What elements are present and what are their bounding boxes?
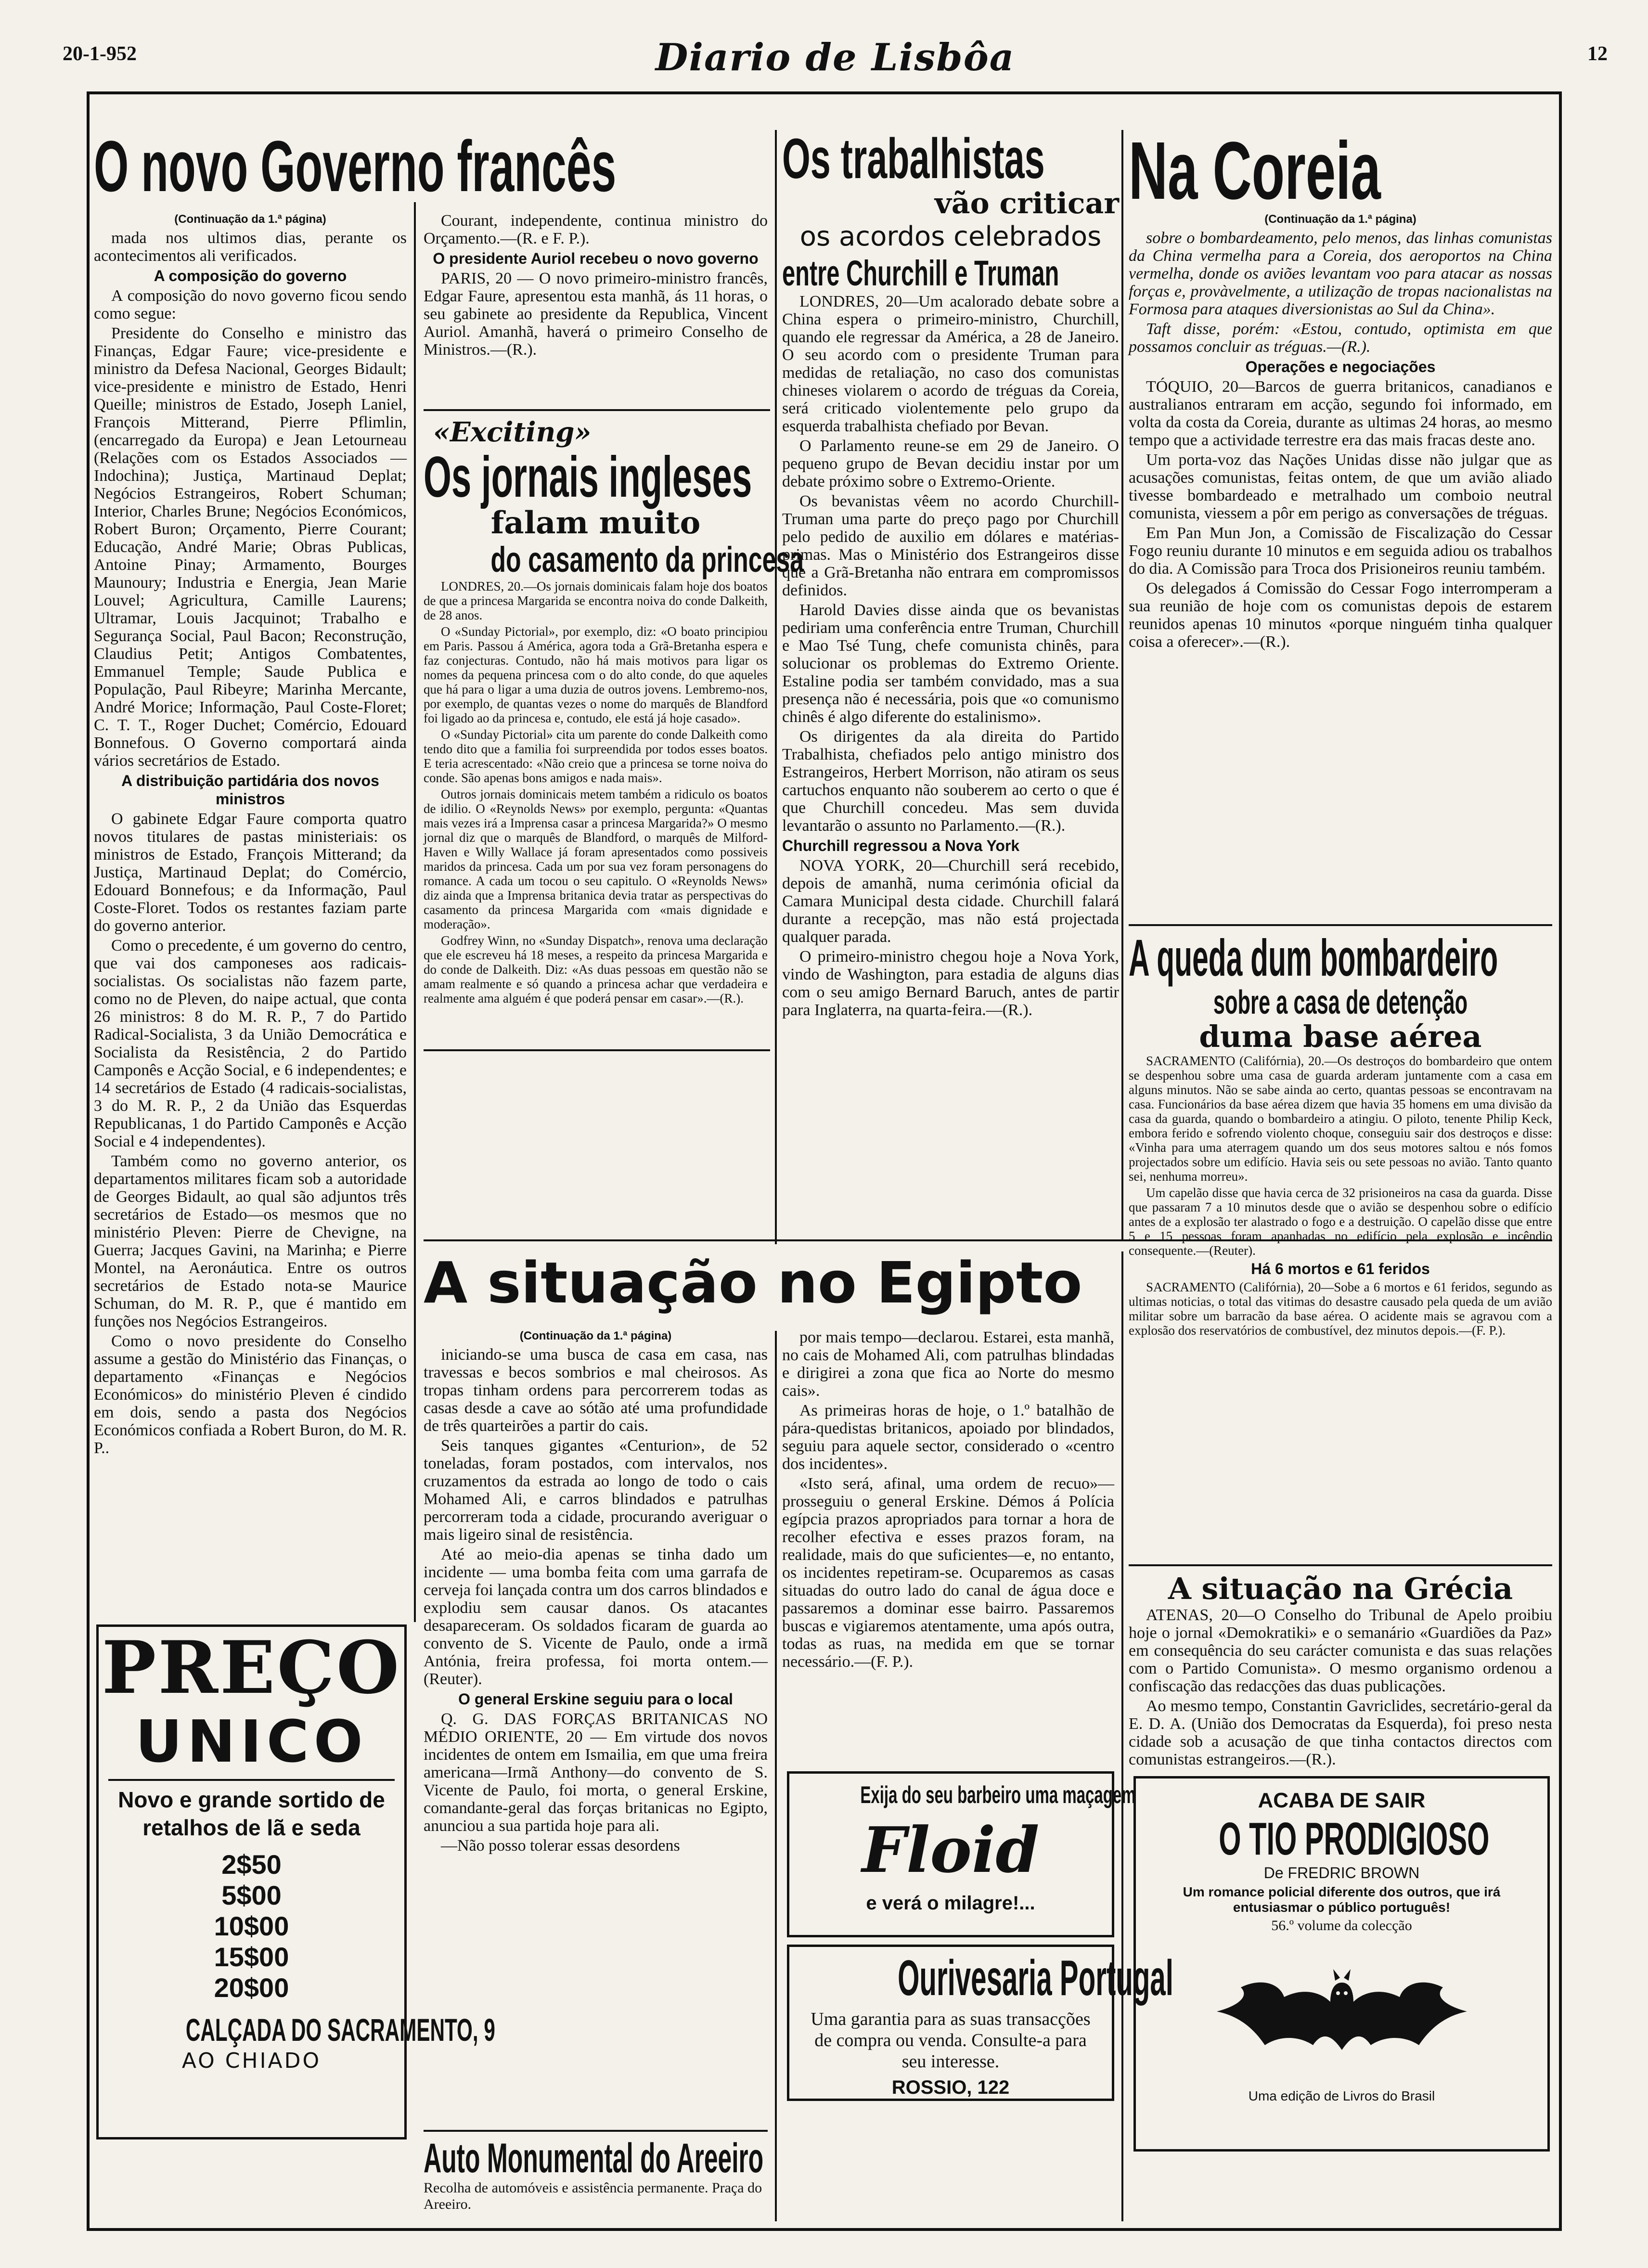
ad-title-box bbox=[1136, 1815, 1547, 1863]
subheading: O general Erskine seguiu para o local bbox=[458, 1690, 733, 1708]
ad-address: ROSSIO, 122 bbox=[891, 2077, 1010, 2098]
paragraph: Ao mesmo tempo, Constantin Gavriclides, secretário-geral da E. D. A. (União dos Democratas da Esquerda), foi preso nesta cidade sob a acusação de que tinha contactos directos com comunistas estrangeiros.—(R.). bbox=[1129, 1697, 1552, 1768]
article-body bbox=[424, 579, 768, 1051]
continuation-note: (Continuação da 1.ª página) bbox=[519, 1329, 672, 1342]
paragraph: Os bevanistas vêem no acordo Churchill-Truman uma parte do preço pago por Churchill pelo pedido de auxilio em dólares e matérias-primas. Mas o Ministério dos Estrangeiros disse que a Grã-Bretanha não entrara em compromissos definidos. bbox=[782, 492, 1119, 599]
ad-title: UNICO bbox=[135, 1709, 368, 1776]
column-rule bbox=[1121, 130, 1123, 1239]
headline-box bbox=[424, 445, 768, 509]
page-number: 12 bbox=[1587, 43, 1608, 65]
deck-box bbox=[1129, 984, 1552, 1020]
article-body bbox=[1129, 1606, 1552, 1768]
paragraph: por mais tempo—declarou. Estarei, esta manhã, no cais de Mohamed Ali, com patrulhas blindadas e dirigirei a zona que fica ao Norte do mesmo cais». bbox=[782, 1328, 1114, 1400]
headline-governo bbox=[94, 126, 772, 206]
ad-text: 56.º volume da colecção bbox=[1271, 1918, 1412, 1933]
deck: do casamento da princesa bbox=[490, 540, 804, 580]
paragraph: Em Pan Mun Jon, a Comissão de Fiscalização do Cessar Fogo reuniu durante 10 minutos e em seguida adiou os trabalhos do dia. A Comissão para Troca dos Prisioneiros reuniu também. bbox=[1129, 524, 1552, 578]
article-egipto-col2 bbox=[782, 1328, 1114, 1762]
paragraph: O gabinete Edgar Faure comporta quatro novos titulares de pastas ministeriais: os ministros de Estado, François Mitterand; da Justiça, Martinaud Deplat; do Comércio, Edouard Bonnefous; e da Informação, Paul Coste-Floret. Todos os restantes faziam parte do governo anterior. bbox=[94, 810, 407, 935]
headline-box bbox=[782, 127, 1119, 191]
subheading: O presidente Auriol recebeu o novo governo bbox=[433, 250, 759, 267]
price: 10$00 bbox=[214, 1911, 289, 1941]
ad-text: Exija do seu barbeiro uma maçagem bbox=[860, 1781, 1136, 1808]
paragraph: Um porta-voz das Nações Unidas disse não julgar que as acusações comunistas, feitas ontem, de que um avião aliado tivesse bombardeado e metralhado um comboio neutral comunista, viessem a pôr em perigo as conversações de tréguas. bbox=[1129, 451, 1552, 522]
paragraph: Os dirigentes da ala direita do Partido Trabalhista, chefiados pelo antigo ministro dos Estrangeiros, Herbert Morrison, não atiram os seus cartuchos enquanto não souberem ao certo o que é que Churchill concedeu. Mas sem duvida levantarão o assunto no Parlamento.—(R.). bbox=[782, 728, 1119, 835]
ad-livro bbox=[1133, 1776, 1550, 2152]
ad-title: PREÇO bbox=[102, 1625, 401, 1710]
paragraph: Como o novo presidente do Conselho assume a gestão do Ministério das Finanças, o departamento «Finanças e Negócios Económicos» do ministério Pleven é cindido em dois, sendo a pasta dos Negócios Económicos confiada a Robert Buron, do M. R. P.. bbox=[94, 1332, 407, 1457]
ad-title-box bbox=[424, 2137, 768, 2180]
deck: os acordos celebrados bbox=[799, 221, 1102, 252]
ad-title: O TIO PRODIGIOSO bbox=[1219, 1813, 1490, 1865]
paragraph: PARIS, 20 — O novo primeiro-ministro francês, Edgar Faure, apresentou esta manhã, ás 11 horas, o seu gabinete ao presidente da Republica, Vincent Auriol. Amanhã, haverá o primeiro Conselho de Ministros.—(R.). bbox=[424, 270, 768, 359]
ad-top-box bbox=[789, 1780, 1136, 1809]
paragraph: O «Sunday Pictorial», por exemplo, diz: «O boato principiou em Paris. Passou á América, agora toda a Grã-Bretanha espera e faz conjecturas. Contudo, não há mais motivos para ligar os nomes da pequena princesa com o do alto conde, do que aqueles que há para o ligar a uma duzia de outros jovens. Lembremo-nos, por exemplo, de quantas vezes o nome do marquês de Blandford foi ligado ao da princesa e, contudo, ele está já hoje casado». bbox=[424, 624, 768, 725]
article-grecia bbox=[1129, 1571, 1552, 1768]
section-rule bbox=[1129, 924, 1552, 926]
section-rule bbox=[1129, 1564, 1552, 1566]
issue-date: 20-1-952 bbox=[63, 43, 137, 65]
headline-text: A situação na Grécia bbox=[1168, 1571, 1513, 1606]
ad-brand: Floid bbox=[862, 1813, 1040, 1887]
paragraph: —Não posso tolerar essas desordens bbox=[441, 1837, 680, 1855]
ad-text: Recolha de automóveis e assistência permanente. Praça do Areeiro. bbox=[424, 2180, 762, 2212]
article-governo-col1 bbox=[94, 212, 407, 1584]
paragraph: O primeiro-ministro chegou hoje a Nova York, vindo de Washington, para estadia de alguns dias com o seu amigo Bernard Baruch, antes de partir para Inglaterra, na quarta-feira.—(R.). bbox=[782, 948, 1119, 1019]
ad-title: Ourivesaria Portugal bbox=[898, 1950, 1173, 2006]
paragraph: sobre o bombardeamento, pelo menos, das linhas comunistas da China vermelha para a Coreia, dos aeroportos na China vermelha, donde os aviões levantam voo para atacar as nossas forças e, provàvelmente, a utilização de tropas nacionalistas na Formosa para ataques diversionistas ao Sul da China». bbox=[1129, 229, 1552, 318]
paragraph: ATENAS, 20—O Conselho do Tribunal de Apelo proibiu hoje o jornal «Demokratiki» e o semanário «Guardiões da Paz» em consequência do seu carácter comunista e das suas relações com o Partido Comunista». O mesmo organismo ordenou a confiscação das redacções das duas publicações. bbox=[1129, 1606, 1552, 1695]
subheading: Há 6 mortos e 61 feridos bbox=[1251, 1260, 1430, 1277]
newspaper-title: Diario de Lisbôa bbox=[655, 36, 1015, 79]
ad-text: e verá o milagre!... bbox=[866, 1893, 1035, 1914]
continuation-note: (Continuação da 1.ª página) bbox=[1264, 213, 1416, 226]
paragraph: Seis tanques gigantes «Centurion», de 52 toneladas, foram postados, com intervalos, nos cruzamentos da estrada ao longo de todo o cais Mohamed Ali, e carros blindados e patrulhas percorreram toda a cidade, procurando averiguar o mais ligeiro sinal de resistência. bbox=[424, 1437, 768, 1544]
column-rule bbox=[775, 1331, 777, 2221]
kicker: «Exciting» bbox=[433, 416, 592, 448]
headline-text: A situação no Egipto bbox=[424, 1250, 1082, 1316]
paragraph: SACRAMENTO (Califórnia), 20.—Os destroços do bombardeiro que ontem se despenhou sobre uma casa de guarda arderam juntamente com a casa em alguns minutos. Não se sabe ainda ao certo, quantas pessoas se encontravam na casa. Funcionários da base aérea dizem que havia 35 homens em uma divisão da casa da guarda, quando o bombardeiro a atingiu. O piloto, tenente Philip Keck, embora ferido e sofrendo violento choque, conseguiu sair dos destroços e disse: «Vinha para uma aterragem quando um dos seus motores saltou e nós fomos projectados sobre um edifício. Havia seis ou sete pessoas no avião. Tanto quanto sei, nenhuma morreu». bbox=[1129, 1054, 1552, 1184]
ad-kicker: ACABA DE SAIR bbox=[1258, 1789, 1426, 1812]
ad-text: Novo e grande sortido de retalhos de lã e seda bbox=[118, 1787, 385, 1840]
deck-box bbox=[424, 540, 804, 580]
paragraph: mada nos ultimos dias, perante os acontecimentos ali verificados. bbox=[94, 229, 407, 265]
price-list bbox=[99, 1849, 404, 2003]
deck: duma base aérea bbox=[1199, 1019, 1482, 1054]
article-exciting bbox=[424, 416, 804, 1042]
paragraph: Taft disse, porém: «Estou, contudo, optimista em que possamos concluir as tréguas.—(R.). bbox=[1129, 320, 1552, 356]
subheading: A distribuição partidária dos novos ministros bbox=[121, 772, 379, 808]
deck: sobre a casa de detenção bbox=[1213, 983, 1468, 1021]
ad-address: CALÇADA DO SACRAMENTO, 9 bbox=[185, 2012, 495, 2048]
paragraph: Godfrey Winn, no «Sunday Dispatch», renova uma declaração que ele escreveu há 18 meses, a respeito da princesa Margarida e do conde de Dalkeith. Diz: «As duas pessoas em questão não se amam realmente e só quando a princesa achar que verdadeira e realmente ama alguém é que poderá pensar em casar».—(R.). bbox=[424, 933, 768, 1005]
article-body bbox=[1129, 229, 1552, 922]
paragraph: iniciando-se uma busca de casa em casa, nas travessas e becos sombrios e mal cheirosos. As tropas tinham ordens para percorrerem todas as casas desde a cave ao sótão até uma profundidade de três quarteirões a partir do cais. bbox=[424, 1346, 768, 1435]
bat-illustration-icon bbox=[1207, 1939, 1477, 2084]
paragraph: Q. G. DAS FORÇAS BRITANICAS NO MÉDIO ORIENTE, 20 — Em virtude dos novos incidentes de ontem em Ismailia, em que uma freira americana—Irmã Anthony—do convento de S. Vicente de Paulo, foi morta, o general Erskine, comandante-geral das forças britanicas no Egipto, anunciou a sua partida hoje para ali. bbox=[424, 1710, 768, 1835]
masthead bbox=[63, 36, 1608, 79]
continuation-note: (Continuação da 1.ª página) bbox=[174, 213, 326, 226]
headline-text: Os jornais ingleses bbox=[424, 445, 752, 509]
headline-text: O novo Governo francês bbox=[94, 126, 617, 206]
article-coreia bbox=[1129, 125, 1552, 919]
subheading: Operações e negociações bbox=[1245, 358, 1436, 375]
column-rule bbox=[1121, 1251, 1123, 2221]
paragraph: Um capelão disse que havia cerca de 32 prisioneiros na casa da guarda. Disse que passaram 7 a 10 minutos desde que o avião se despenhou sobre o edifício antes de a explosão ter alastrado o fogo e a destruição. O capelão disse que entre 5 e 15 pessoas foram apanhadas no edifício pela explosão e incêndio consequente.—(Reuter). bbox=[1129, 1186, 1552, 1258]
section-rule bbox=[424, 409, 770, 411]
ad-area: AO CHIADO bbox=[181, 2049, 322, 2073]
paragraph: Como o precedente, é um governo do centro, que vai dos camponeses aos radicais-socialistas. Os socialistas não fazem parte, como no de Pleven, do naipe actual, que conta 26 ministros: 8 do M. R. P., 7 do Partido Radical-Socialista, 3 da União Democrática e Socialista da Resistência, 2 do Partido Camponês e Acção Social, e 6 independentes; e 14 secretários de Estado (4 radicais-socialistas, 3 do M. R. P., 2 da União das Esquerdas Republicanas, 1 do Partido Camponês e Acção Social e 4 independentes). bbox=[94, 937, 407, 1150]
price: 2$50 bbox=[221, 1849, 282, 1880]
column-rule bbox=[775, 130, 777, 1244]
column-rule bbox=[414, 202, 416, 1622]
paragraph: O Parlamento reune-se em 29 de Janeiro. O pequeno grupo de Bevan decidiu instar por um debate próximo sobre o Extremo-Oriente. bbox=[782, 437, 1119, 490]
paragraph: SACRAMENTO (Califórnia), 20—Sobe a 6 mortos e 61 feridos, segundo as ultimas noticias, o total das vitimas do desastre causado pela queda de um avião militar sobre um barracão da base aérea. O acidente mais se agravou com a explosão dos reservatórios de combustível, dez minutos depois.—(F. P.). bbox=[1129, 1280, 1552, 1338]
paragraph: Harold Davies disse ainda que os bevanistas pediriam uma conferência entre Truman, Churchill e Mao Tsé Tung, chefe comunista chinês, para solucionar os problemas do Extremo Oriente. Estaline podia ser também convidado, mas a sua presença não é necessária, pois que «o comunismo chinês é algo diferente do estalinismo». bbox=[782, 601, 1119, 726]
ad-title-box bbox=[789, 1950, 1173, 2006]
paragraph: NOVA YORK, 20—Churchill será recebido, depois de amanhã, numa cerimónia oficial da Camara Municipal desta cidade. Churchill falará durante a recepção, mas não está projectada qualquer parada. bbox=[782, 857, 1119, 946]
article-trabalhistas bbox=[782, 127, 1119, 1237]
subheading: Churchill regressou a Nova York bbox=[782, 837, 1020, 854]
ad-divider bbox=[108, 1779, 395, 1781]
deck: falam muito bbox=[490, 505, 701, 541]
article-body bbox=[1129, 1054, 1552, 1554]
deck-box bbox=[782, 254, 1119, 293]
paragraph: Até ao meio-dia apenas se tinha dado um incidente — uma bomba feita com uma garrafa de cerveja foi lançada contra um dos carros blindados e explodiu sem causar danos. Os atacantes desapareceram. Os soldados ficaram de guarda ao convento de S. Vicente de Paulo, onde a irmã Antónia, freira professa, foi morta ontem.—(Reuter). bbox=[424, 1546, 768, 1688]
ad-address-box bbox=[99, 2012, 495, 2048]
ad-auto-monumental bbox=[424, 2130, 768, 2223]
paragraph: «Isto será, afinal, uma ordem de recuo»—prosseguiu o general Erskine. Démos á Polícia egípcia prazos apropriados para tornar a hora de recolher efectiva e esses prazos foram, na realidade, mais do que suficientes—e, no entanto, os incidentes repetiram-se. Ocuparemos as casas situadas do outro lado do canal de água doce e passaremos a dominar esse bairro. Passaremos buscas e vigiaremos atentamente, uma após outra, todas as ruas, na medida em que se tornar necessário.—(F. P.). bbox=[782, 1475, 1114, 1671]
headline-box bbox=[1129, 928, 1552, 987]
price: 5$00 bbox=[221, 1880, 282, 1910]
paragraph: LONDRES, 20.—Os jornais dominicais falam hoje dos boatos de que a princesa Margarida se encontra noiva do conde Dalkeith, de 28 anos. bbox=[424, 579, 768, 622]
ad-ourivesaria bbox=[787, 1945, 1173, 2101]
paragraph: Courant, independente, continua ministro do Orçamento.—(R. e F. P.). bbox=[424, 212, 768, 247]
paragraph: Outros jornais dominicais metem também a ridiculo os boatos de idilio. O «Reynolds News» por exemplo, pergunta: «Quantas mais vezes irá a Imprensa casar a princesa Margarida?» O mesmo jornal diz que o marquês de Blandford, o marquês de Milford-Haven e Willy Wallace já foram apresentados como possiveis maridos da princesa. Cada um por sua vez foram personagens do romance. A cada um tocou o seu capitulo. O «Reynolds News» diz ainda que a Imprensa britanica devia tratar as perspectivas do casamento da princesa Margarida com «mais dignidade e moderação». bbox=[424, 787, 768, 931]
ad-preco-unico bbox=[96, 1624, 495, 2139]
ad-floid bbox=[787, 1771, 1136, 1937]
headline-text: Na Coreia bbox=[1129, 125, 1381, 217]
deck: vão criticar bbox=[934, 187, 1119, 220]
paragraph: LONDRES, 20—Um acalorado debate sobre a China espera o primeiro-ministro, Churchill, quando ele regressar da América, a 28 de Janeiro. O seu acordo com o presidente Truman para medidas de retaliação, no caso dos comunistas chineses violarem o acordo de tréguas da Coreia, será criticado violentemente pelo grupo da esquerda trabalhista chefiado por Bevan. bbox=[782, 293, 1119, 435]
headline-text: A queda dum bombardeiro bbox=[1129, 928, 1498, 987]
ad-title: Auto Monumental do Areeiro bbox=[424, 2135, 764, 2181]
paragraph: O «Sunday Pictorial» cita um parente do conde Dalkeith como tendo dito que a familia foi surpreendida por todos esses boatos. E teria acrescentado: «Não creio que a princesa se torne noiva do conde. São apenas bons amigos e nada mais». bbox=[424, 727, 768, 785]
headline-egipto bbox=[424, 1249, 1117, 1316]
paragraph: As primeiras horas de hoje, o 1.º batalhão de pára-quedistas britanicos, apoiado por blindados, seguiu para aquele sector, considerado o «centro dos incidentes». bbox=[782, 1402, 1114, 1473]
article-body bbox=[782, 293, 1119, 1231]
paragraph: Os delegados á Comissão do Cessar Fogo interromperam a sua reunião de hoje com os comunistas depois de estarem reunidos apenas 10 minutos «porque ninguém tinha qualquer coisa a oferecer».—(R.). bbox=[1129, 580, 1552, 651]
price: 20$00 bbox=[214, 1972, 289, 2003]
article-governo-col2 bbox=[424, 212, 768, 404]
ad-author: De FREDRIC BROWN bbox=[1263, 1864, 1420, 1881]
paragraph: Presidente do Conselho e ministro das Finanças, Edgar Faure; vice-presidente e ministro da Defesa Nacional, Georges Bidault; vice-presidente e ministro de Estado, Henri Queille; ministros de Estado, Joseph Laniel, François Mitterand, Pierre Pflimlin, (encarregado da Europa) e Jean Letourneau (Relações com os Estados Associados —Indochina); Justiça, Martinaud Deplat; Negócios Estrangeiros, Robert Schuman; Interior, Charles Brune; Negócios Económicos, Robert Buron; Orçamento, Pierre Courant; Educação, André Marie; Obras Publicas, Antoine Pinay; Armamento, Bourges Maunoury; Industria e Energia, Jean Marie Louvel; Agricultura, Camille Laurens; Ultramar, Louis Jacquinot; Trabalho e Segurança Social, Paul Bacon; Reconstrução, Claudius Petit; Antigos Combatentes, Emmanuel Temple; Saude Publica e População, Paul Ribeyre; Marinha Mercante, André Morice; Informação, Paul Coste-Floret; C. T. T., Roger Duchet; Comércio, Edouard Bonnefous. O Governo comportará ainda vários secretários de Estado. bbox=[94, 324, 407, 770]
subheading: A composição do governo bbox=[154, 267, 347, 284]
ad-footer: Uma edição de Livros do Brasil bbox=[1248, 2088, 1435, 2103]
headline-box bbox=[1129, 125, 1552, 217]
article-bombardeiro bbox=[1129, 928, 1552, 1559]
ad-text: Um romance policial diferente dos outros, que irá entusiasmar o público português! bbox=[1183, 1884, 1501, 1915]
paragraph: Também como no governo anterior, os departamentos militares ficam sob a autoridade de Georges Bidault, ao qual são adjuntos três secretários de Estado—os mesmos que no ministério Pleven: Pierre de Chevigne, na Guerra; Jacques Gavini, na Marinha; e Pierre Montel, na Aeronáutica. Entre os outros secretários de Estado nota-se Maurice Schuman, do M. R. P., que é mantido em funções nos Negócios Estrangeiros. bbox=[94, 1152, 407, 1330]
deck: entre Churchill e Truman bbox=[782, 253, 1059, 293]
ad-text: Uma garantia para as suas transacções de compra ou venda. Consulte-a para seu interesse. bbox=[811, 2009, 1091, 2072]
headline-text: Os trabalhistas bbox=[782, 127, 1045, 191]
price: 15$00 bbox=[214, 1942, 289, 1972]
paragraph: TÓQUIO, 20—Barcos de guerra britanicos, canadianos e australianos entraram em acção, segundo foi informado, em volta da costa da Coreia, durante as ultimas 24 horas, ao mesmo tempo que a actividade terrestre era das mais fracas deste ano. bbox=[1129, 378, 1552, 449]
article-egipto-col1 bbox=[424, 1328, 768, 2123]
paragraph: A composição do novo governo ficou sendo como segue: bbox=[94, 287, 407, 322]
